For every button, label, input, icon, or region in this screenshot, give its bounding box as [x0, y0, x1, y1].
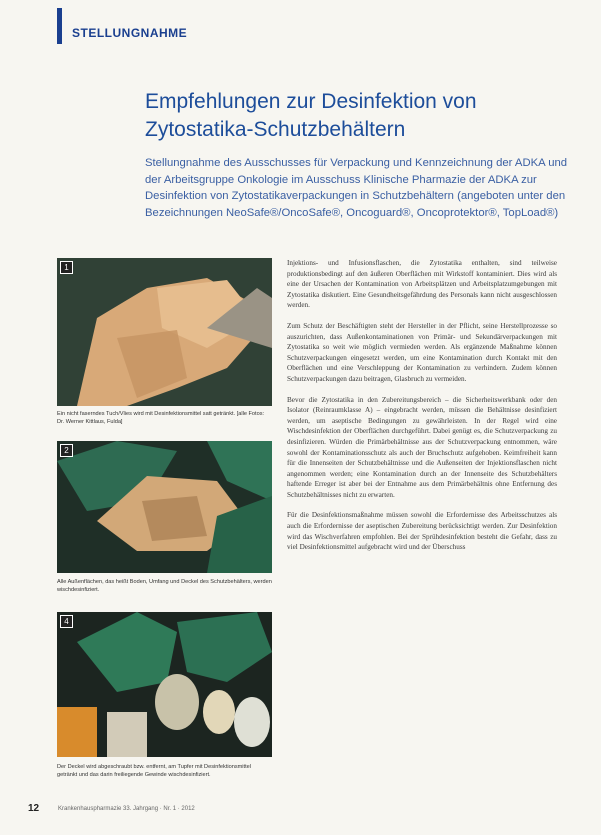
figure-4-caption: Der Deckel wird abgeschraubt bzw. entfernt, am Tupfer mit Desinfektionsmittel getränkt und das darin freiliegende Gewinde wischdesinfiziert.	[57, 764, 251, 778]
figure-1-caption: Ein nicht faserndes Tuch/Vlies wird mit Desinfektionsmittel satt getränkt. [alle Fotos: Dr. Werner Kittlaus, Fulda]	[57, 411, 265, 425]
figure-4-photo	[57, 612, 272, 757]
body-paragraph-4: Für die Desinfektionsmaßnahme müssen sowohl die Erfordernisse des Arbeitsschutzes als auch die Erfordernisse der aseptischen Zubereitung berücksichtigt werden. Zur Desinfektion wird das Wischverfahren empfohlen. Bei der Sprühdesinfektion besteht die Gefahr, dass zu viel Desinfektionsmittel aufgebracht wird und der Überschuss	[287, 511, 557, 552]
body-paragraph-3: Bevor die Zytostatika in den Zubereitungsbereich – die Sicherheitswerkbank oder den Isolator (Reinraumklasse A) – eingebracht werden, müssen die Behältnisse desinfiziert werden, um aseptische Bedingungen zu gewährleisten. In der Regel wird eine Wischdesinfektion der Oberflächen durchgeführt. Dabei genügt es, die Schutzverpackung zu desinfizieren. Würden die Primärbehältnisse aus der Schutzverpackung entnommen, wäre sowohl der Kontaminationsschutz als auch der Bruchschutz aufgehoben. Keimfreiheit kann für die Innenseiten der Schutzbehältnisse und die Außenseiten der Injektionsflaschen nicht angenommen werden; eine Kontamination durch an der Innenseite des Schutzbehälters haftende Erreger ist aber bei der Entnahme aus dem Primärbehältnis ohne Entfernung des Schutzbehältnisses nicht zu erwarten.	[287, 395, 557, 499]
page-title	[145, 88, 585, 144]
title-line-1: Empfehlungen zur Desinfektion von	[145, 90, 477, 113]
figure-2-caption: Alle Außenflächen, das heißt Boden, Umfang und Deckel des Schutzbehälters, werden wischdesinfiziert.	[57, 579, 272, 593]
journal-footer: Krankenhauspharmazie 33. Jahrgang · Nr. 1 · 2012	[58, 806, 195, 812]
body-text-column	[287, 258, 557, 563]
page-number: 12	[28, 803, 40, 814]
figure-1-photo	[57, 258, 272, 406]
section-label: STELLUNGNAHME	[72, 26, 188, 40]
figure-2-number: 2	[60, 444, 73, 457]
figure-1-number: 1	[60, 261, 73, 274]
body-paragraph-1: Injektions- und Infusionsflaschen, die Zytostatika enthalten, sind teilweise produktionsbedingt auf den äußeren Oberflächen mit Wirkstoff kontaminiert. Dies wird als eine der Ursachen der Kontamination von Arbeitsplätzen und Arbeitsplatzumgebungen mit Zytostatika diskutiert. Eine Gesundheitsgefährdung des Personals kann nicht ausgeschlossen werden.	[287, 259, 557, 310]
subtitle: Stellungnahme des Ausschusses für Verpackung und Kennzeichnung der ADKA und der Arbeitsgruppe Onkologie im Ausschuss Klinische Pharmazie der ADKA zur Desinfektion von Zytostatikaverpackungen in Schutzbehältern (angeboten unter den Bezeichnungen NeoSafe®/OncoSafe®, Oncoguard®, Oncoprotektor®, TopLoad®)	[145, 157, 568, 219]
body-paragraph-2: Zum Schutz der Beschäftigten steht der Hersteller in der Pflicht, seine Herstellprozesse so auszurichten, dass Außenkontaminationen von Primär- und Sekundärverpackungen mit Zytostatika so weit wie möglich vermieden werden. Als ergänzende Maßnahme können Schutzverpackungen eingesetzt werden, um eine Kontamination durch Kontakt mit den Oberflächen und eine Verschleppung der Kontamination zu verhindern. Zudem können Schutzverpackungen dazu beitragen, Glasbruch zu vermeiden.	[287, 321, 557, 383]
figure-2-photo	[57, 441, 272, 573]
section-bar	[57, 8, 62, 44]
figure-4-number: 4	[60, 615, 73, 628]
title-line-2: Zytostatika-Schutzbehältern	[145, 118, 406, 141]
